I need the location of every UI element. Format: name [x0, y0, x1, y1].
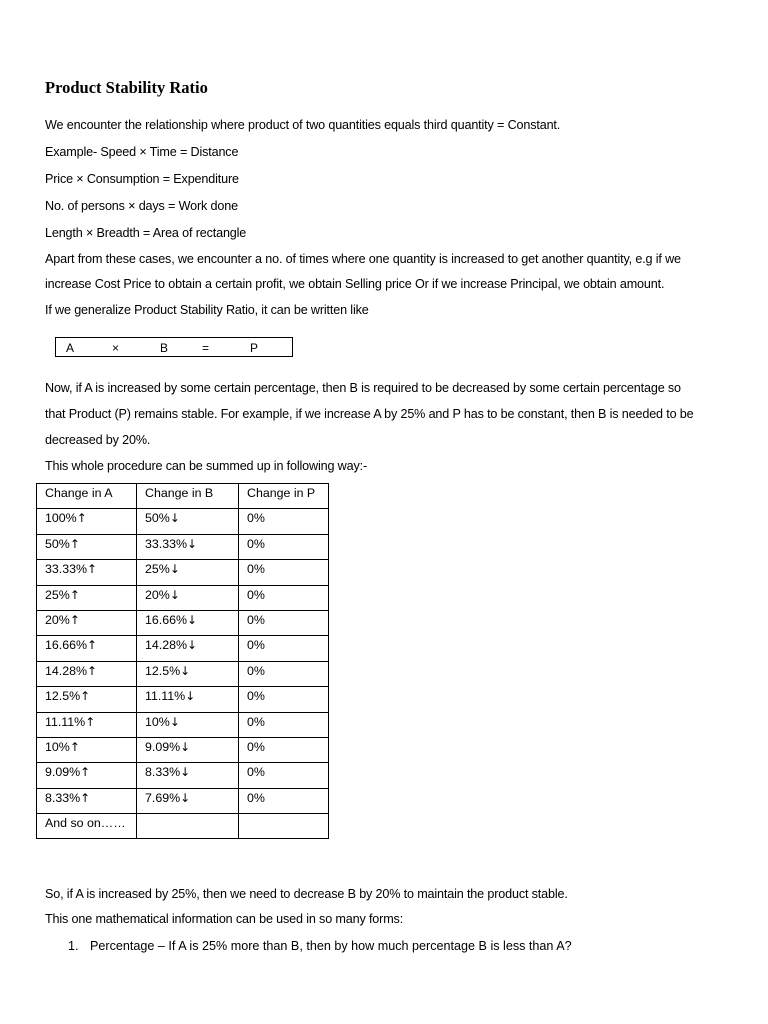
- cell-value: 20%: [45, 612, 70, 627]
- cell-value: 50%: [45, 536, 70, 551]
- cell-value: 25%: [45, 587, 70, 602]
- paragraph-now-line1: Now, if A is increased by some certain percentage, then B is required to be decreased by some certain percentage so: [45, 381, 681, 395]
- up-arrow-icon: ↑: [69, 739, 80, 754]
- cell-change-in-b: [137, 737, 239, 762]
- paragraph-example-length: Length × Breadth = Area of rectangle: [45, 226, 247, 240]
- paragraph-cases-line2: increase Cost Price to obtain a certain profit, we obtain Selling price Or if we increase Principal, we obtain amount.: [45, 277, 665, 291]
- cell-change-in-p: [239, 560, 329, 585]
- cell-value: 16.66%: [145, 612, 188, 627]
- cell-change-in-a: [37, 610, 137, 635]
- down-arrow-icon: ↓: [169, 587, 180, 602]
- cell-value: 0%: [247, 739, 265, 754]
- cell-change-in-p: [239, 661, 329, 686]
- cell-and-so-on: And so on……: [37, 814, 137, 839]
- table-row: [37, 687, 329, 712]
- header-change-in-b: Change in B: [137, 484, 239, 509]
- down-arrow-icon: ↓: [180, 790, 191, 805]
- cell-value: 0%: [247, 638, 265, 653]
- down-arrow-icon: ↓: [187, 536, 198, 551]
- cell-change-in-p: [239, 534, 329, 559]
- table-row: [37, 585, 329, 610]
- cell-value: 0%: [247, 790, 265, 805]
- down-arrow-icon: ↓: [187, 612, 198, 627]
- cell-value: 10%: [45, 739, 70, 754]
- paragraph-now-line2: that Product (P) remains stable. For example, if we increase A by 25% and P has to be constant, then B is needed to be: [45, 407, 694, 421]
- paragraph-cases-line1: Apart from these cases, we encounter a no. of times where one quantity is increased to get another quantity, e.g if we: [45, 252, 681, 266]
- cell-value: 9.09%: [45, 765, 81, 780]
- cell-value: 8.33%: [145, 765, 181, 780]
- cell-value: 14.28%: [145, 638, 188, 653]
- paragraph-intro: We encounter the relationship where product of two quantities equals third quantity = Constant.: [45, 118, 561, 132]
- list-item: [68, 939, 572, 953]
- cell-empty: [239, 814, 329, 839]
- cell-change-in-a: [37, 712, 137, 737]
- cell-change-in-b: [137, 534, 239, 559]
- cell-change-in-a: [37, 661, 137, 686]
- cell-value: 0%: [247, 663, 265, 678]
- up-arrow-icon: ↑: [69, 612, 80, 627]
- cell-change-in-b: [137, 610, 239, 635]
- table-row: [37, 560, 329, 585]
- table-row: [37, 788, 329, 813]
- cell-change-in-b: [137, 712, 239, 737]
- cell-value: 0%: [247, 536, 265, 551]
- cell-value: 0%: [247, 714, 265, 729]
- formula-box: [55, 337, 293, 357]
- cell-change-in-a: [37, 737, 137, 762]
- paragraph-conclusion: So, if A is increased by 25%, then we need to decrease B by 20% to maintain the product stable.: [45, 887, 568, 901]
- down-arrow-icon: ↓: [169, 562, 180, 577]
- cell-value: 11.11%: [145, 689, 186, 704]
- up-arrow-icon: ↑: [69, 536, 80, 551]
- up-arrow-icon: ↑: [80, 765, 91, 780]
- down-arrow-icon: ↓: [180, 739, 191, 754]
- cell-change-in-p: [239, 610, 329, 635]
- cell-value: 0%: [247, 562, 265, 577]
- cell-change-in-p: [239, 712, 329, 737]
- table-row: [37, 661, 329, 686]
- up-arrow-icon: ↑: [69, 587, 80, 602]
- cell-value: 0%: [247, 612, 265, 627]
- down-arrow-icon: ↓: [187, 638, 198, 653]
- down-arrow-icon: ↓: [185, 689, 196, 704]
- up-arrow-icon: ↑: [76, 511, 87, 526]
- down-arrow-icon: ↓: [169, 714, 180, 729]
- cell-value: 33.33%: [145, 536, 188, 551]
- table-row: [37, 509, 329, 534]
- cell-value: 0%: [247, 765, 265, 780]
- cell-value: 0%: [247, 587, 265, 602]
- paragraph-summed-up: This whole procedure can be summed up in following way:-: [45, 459, 368, 473]
- table-row: [37, 814, 329, 839]
- cell-change-in-a: [37, 763, 137, 788]
- table-row: [37, 534, 329, 559]
- cell-change-in-a: [37, 560, 137, 585]
- up-arrow-icon: ↑: [87, 663, 98, 678]
- cell-change-in-p: [239, 737, 329, 762]
- up-arrow-icon: ↑: [80, 689, 91, 704]
- change-table: [36, 483, 329, 839]
- cell-change-in-a: [37, 687, 137, 712]
- cell-value: 8.33%: [45, 790, 81, 805]
- cell-value: 20%: [145, 587, 170, 602]
- formula-p: P: [250, 341, 259, 355]
- cell-value: 0%: [247, 511, 265, 526]
- down-arrow-icon: ↓: [169, 511, 180, 526]
- table-row: [37, 712, 329, 737]
- cell-value: 14.28%: [45, 663, 88, 678]
- cell-change-in-p: [239, 687, 329, 712]
- formula-times: ×: [112, 341, 120, 355]
- cell-value: 33.33%: [45, 562, 88, 577]
- cell-value: 10%: [145, 714, 170, 729]
- cell-value: 25%: [145, 562, 170, 577]
- paragraph-example-persons: No. of persons × days = Work done: [45, 199, 238, 213]
- cell-change-in-b: [137, 509, 239, 534]
- up-arrow-icon: ↑: [87, 638, 98, 653]
- cell-change-in-b: [137, 560, 239, 585]
- cell-value: 9.09%: [145, 739, 181, 754]
- cell-value: 100%: [45, 511, 77, 526]
- up-arrow-icon: ↑: [85, 714, 96, 729]
- list-item-number: 1.: [68, 939, 79, 953]
- cell-value: 12.5%: [145, 663, 181, 678]
- up-arrow-icon: ↑: [87, 562, 98, 577]
- paragraph-forms: This one mathematical information can be used in so many forms:: [45, 912, 404, 926]
- table-row: [37, 636, 329, 661]
- cell-change-in-b: [137, 788, 239, 813]
- cell-change-in-a: [37, 788, 137, 813]
- formula-equals: =: [202, 341, 210, 355]
- down-arrow-icon: ↓: [180, 663, 191, 678]
- cell-change-in-b: [137, 763, 239, 788]
- formula-a: A: [66, 341, 75, 355]
- cell-value: 0%: [247, 689, 265, 704]
- table-row: [37, 610, 329, 635]
- page-title: Product Stability Ratio: [45, 78, 208, 97]
- paragraph-now-line3: decreased by 20%.: [45, 433, 151, 447]
- cell-value: 12.5%: [45, 689, 81, 704]
- cell-change-in-a: [37, 585, 137, 610]
- formula-b: B: [160, 341, 169, 355]
- cell-value: 7.69%: [145, 790, 181, 805]
- table-row: [37, 763, 329, 788]
- cell-change-in-p: [239, 636, 329, 661]
- paragraph-example-speed: Example- Speed × Time = Distance: [45, 145, 239, 159]
- header-change-in-a: Change in A: [37, 484, 137, 509]
- cell-change-in-b: [137, 636, 239, 661]
- cell-change-in-p: [239, 763, 329, 788]
- paragraph-generalize: If we generalize Product Stability Ratio, it can be written like: [45, 303, 369, 317]
- paragraph-example-price: Price × Consumption = Expenditure: [45, 172, 239, 186]
- table-header-row: [37, 484, 329, 509]
- cell-change-in-p: [239, 509, 329, 534]
- cell-change-in-b: [137, 661, 239, 686]
- cell-empty: [137, 814, 239, 839]
- header-change-in-p: Change in P: [239, 484, 329, 509]
- down-arrow-icon: ↓: [180, 765, 191, 780]
- cell-change-in-b: [137, 585, 239, 610]
- cell-change-in-p: [239, 585, 329, 610]
- cell-value: 11.11%: [45, 714, 86, 729]
- up-arrow-icon: ↑: [80, 790, 91, 805]
- cell-change-in-a: [37, 534, 137, 559]
- cell-change-in-p: [239, 788, 329, 813]
- table-row: [37, 737, 329, 762]
- cell-value: 50%: [145, 511, 170, 526]
- cell-change-in-a: [37, 636, 137, 661]
- cell-value: 16.66%: [45, 638, 88, 653]
- list-item-text: Percentage – If A is 25% more than B, then by how much percentage B is less than A?: [90, 939, 572, 953]
- cell-change-in-b: [137, 687, 239, 712]
- cell-change-in-a: [37, 509, 137, 534]
